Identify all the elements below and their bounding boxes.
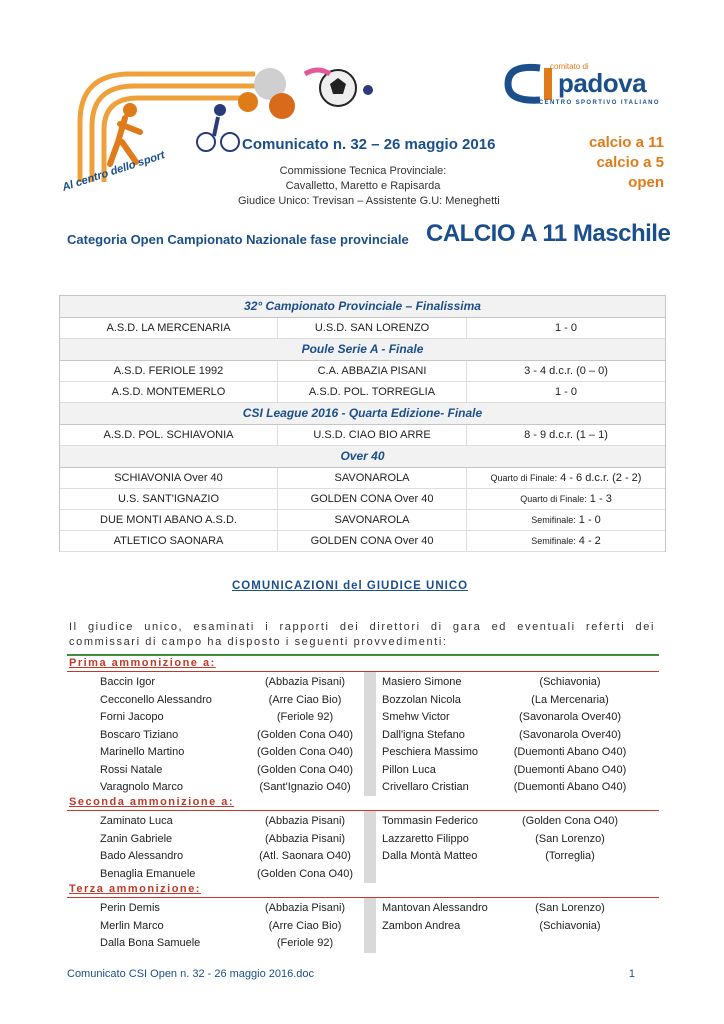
player-team: (Abbazia Pisani) — [264, 676, 346, 688]
section-rule — [67, 810, 659, 811]
player-name: Smehw Victor — [382, 711, 450, 723]
player-team: (Golden Cona O40) — [257, 746, 353, 758]
player-name: Zaminato Luca — [100, 815, 173, 827]
sport-item: calcio a 11 — [588, 134, 664, 151]
section-label: Prima ammonizione a: — [69, 657, 216, 669]
results-table — [59, 295, 666, 552]
section-label: Terza ammonizione: — [69, 883, 201, 895]
player-team: (Duemonti Abano O40) — [513, 781, 627, 793]
score — [467, 531, 665, 551]
score — [467, 510, 665, 530]
player-team: (Feriole 92) — [276, 711, 334, 723]
player-name: Baccin Igor — [100, 676, 156, 688]
player-team: (Golden Cona O40) — [522, 815, 618, 827]
player-name: Zambon Andrea — [382, 919, 461, 932]
player-name: Benaglia Emanuele — [100, 867, 196, 880]
stage-label: Quarto di Finale: — [520, 494, 587, 504]
player-name: Merlin Marco — [100, 919, 164, 932]
away-team: A.S.D. POL. TORREGLIA — [278, 382, 467, 402]
home-team: DUE MONTI ABANO A.S.D. — [60, 510, 278, 530]
away-team: GOLDEN CONA Over 40 — [278, 489, 467, 509]
player-team: (Arre Ciao Bio) — [268, 919, 342, 932]
player-team: (La Mercenaria) — [531, 693, 609, 706]
player-team: (Schiavonia) — [539, 919, 601, 932]
score-value: 1 - 0 — [554, 386, 577, 398]
player-name: Lazzaretto Filippo — [382, 832, 469, 845]
score-value: 4 - 2 — [578, 535, 601, 547]
sanction-row — [0, 918, 724, 935]
group-heading: CSI League 2016 - Quarta Edizione- Finale — [60, 403, 665, 425]
away-team: C.A. ABBAZIA PISANI — [278, 361, 467, 381]
player-name: Masiero Simone — [382, 676, 462, 688]
judge-section-title: COMUNICAZIONI del GIUDICE UNICO — [232, 580, 469, 592]
player-name: Forni Jacopo — [100, 711, 164, 723]
score — [467, 425, 665, 445]
sanction-row — [0, 692, 724, 709]
group-heading: 32° Campionato Provinciale – Finalissima — [60, 296, 665, 318]
player-team: (Golden Cona O40) — [257, 763, 353, 776]
player-name: Marinello Martino — [100, 746, 185, 758]
player-team: (Abbazia Pisani) — [264, 832, 346, 845]
player-name: Pillon Luca — [382, 763, 436, 776]
balls-illustration — [250, 62, 380, 122]
sanction-row — [0, 674, 724, 691]
table-row — [60, 468, 665, 489]
player-name: Peschiera Massimo — [382, 746, 478, 758]
table-row — [60, 361, 665, 382]
player-team: (Feriole 92) — [276, 937, 334, 949]
sanction-row — [0, 866, 724, 883]
player-team: (Golden Cona O40) — [257, 867, 353, 880]
divider — [67, 654, 659, 656]
player-team: (San Lorenzo) — [535, 832, 605, 845]
table-row — [60, 382, 665, 403]
sanction-row — [0, 727, 724, 744]
csi-name: padova — [558, 68, 647, 98]
player-name: Perin Demis — [100, 902, 160, 914]
sanction-row — [0, 744, 724, 761]
player-name: Mantovan Alessandro — [382, 902, 488, 914]
player-team: (Sant'Ignazio O40) — [259, 781, 351, 793]
section-label: Seconda ammonizione a: — [69, 796, 235, 808]
score — [467, 489, 665, 509]
table-row — [60, 425, 665, 446]
table-row — [60, 510, 665, 531]
communique-title: Comunicato n. 32 – 26 maggio 2016 — [242, 136, 496, 153]
logo-tagline: Al centro dello sport — [60, 149, 167, 194]
csi-sub: CENTRO SPORTIVO ITALIANO — [538, 100, 660, 106]
group-heading: Over 40 — [60, 446, 665, 468]
player-team: (Atl. Saonara O40) — [259, 850, 351, 862]
score-value: 1 - 0 — [578, 514, 601, 526]
player-team: (Abbazia Pisani) — [264, 902, 346, 914]
csi-small: comitato di — [550, 62, 589, 71]
player-team: (Schiavonia) — [539, 676, 601, 688]
score-value: 3 - 4 d.c.r. (0 – 0) — [524, 365, 608, 377]
page-number: 1 — [628, 968, 635, 980]
sanction-row — [0, 831, 724, 848]
player-name: Dalla Bona Samuele — [100, 937, 201, 949]
category-label: Categoria Open Campionato Nazionale fase provinciale — [67, 232, 409, 247]
score — [467, 382, 665, 402]
main-title: CALCIO A 11 Maschile — [426, 220, 671, 247]
player-name: Varagnolo Marco — [100, 781, 183, 793]
home-team: A.S.D. POL. SCHIAVONIA — [60, 425, 278, 445]
away-team: U.S.D. CIAO BIO ARRE — [278, 425, 467, 445]
table-row — [60, 489, 665, 510]
player-name: Zanin Gabriele — [100, 832, 173, 845]
player-name: Tommasin Federico — [382, 815, 478, 827]
footer-doc-name: Comunicato CSI Open n. 32 - 26 maggio 2016.doc — [67, 968, 315, 980]
sanction-row — [0, 762, 724, 779]
section-rule — [67, 897, 659, 898]
commission-line-2: Cavalletto, Maretto e Rapisarda — [285, 180, 441, 192]
player-name: Cecconello Alessandro — [100, 693, 212, 706]
sanction-row — [0, 848, 724, 865]
commission-line-1: Commissione Tecnica Provinciale: — [279, 165, 447, 177]
player-team: (Duemonti Abano O40) — [513, 746, 627, 758]
player-team: (San Lorenzo) — [535, 902, 605, 914]
sports-list — [589, 133, 664, 193]
stage-label: Quarto di Finale: — [490, 473, 558, 483]
player-name: Dalla Montà Matteo — [382, 850, 478, 862]
home-team: A.S.D. MONTEMERLO — [60, 382, 278, 402]
score — [467, 468, 665, 488]
page-footer — [67, 968, 635, 980]
csi-padova-logo — [500, 62, 660, 106]
home-team: SCHIAVONIA Over 40 — [60, 468, 278, 488]
score-value: 4 - 6 d.c.r. (2 - 2) — [560, 472, 642, 484]
table-row — [60, 531, 665, 552]
player-name: Bozzolan Nicola — [382, 693, 461, 706]
home-team: A.S.D. LA MERCENARIA — [60, 318, 278, 338]
stage-label: Semifinale: — [531, 515, 576, 525]
away-team: GOLDEN CONA Over 40 — [278, 531, 467, 551]
player-team: (Duemonti Abano O40) — [513, 763, 627, 776]
player-team: (Savonarola Over40) — [518, 711, 622, 723]
stage-label: Semifinale: — [531, 536, 576, 546]
home-team: ATLETICO SAONARA — [60, 531, 278, 551]
judge-intro: Il giudice unico, esaminati i rapporti dei direttori di gara ed eventuali referti dei commissari di campo ha disposto i seguenti provvedimenti: — [69, 621, 655, 648]
away-team: SAVONAROLA — [278, 468, 467, 488]
sport-item: open — [628, 174, 664, 191]
away-team: U.S.D. SAN LORENZO — [278, 318, 467, 338]
home-team: U.S. SANT'IGNAZIO — [60, 489, 278, 509]
player-name: Crivellaro Cristian — [382, 781, 469, 793]
score-value: 8 - 9 d.c.r. (1 – 1) — [524, 429, 608, 441]
player-name: Boscaro Tiziano — [100, 728, 179, 741]
sanction-row — [0, 779, 724, 796]
table-row — [60, 318, 665, 339]
player-name: Dall'igna Stefano — [382, 728, 465, 741]
sanction-row — [0, 813, 724, 830]
score — [467, 361, 665, 381]
player-name: Bado Alessandro — [100, 850, 184, 862]
commission-line-3: Giudice Unico: Trevisan – Assistente G.U: Meneghetti — [238, 195, 500, 207]
score-value: 1 - 3 — [589, 493, 612, 505]
home-team: A.S.D. FERIOLE 1992 — [60, 361, 278, 381]
section-rule — [67, 671, 659, 672]
away-team: SAVONAROLA — [278, 510, 467, 530]
player-team: (Arre Ciao Bio) — [268, 693, 342, 706]
sanction-row — [0, 900, 724, 917]
player-name: Rossi Natale — [100, 763, 163, 776]
sport-item: calcio a 5 — [596, 154, 664, 171]
score — [467, 318, 665, 338]
player-team: (Abbazia Pisani) — [264, 815, 346, 827]
player-team: (Savonarola Over40) — [518, 728, 622, 741]
sanction-row — [0, 709, 724, 726]
player-team: (Torreglia) — [545, 850, 595, 862]
score-value: 1 - 0 — [554, 322, 577, 334]
player-team: (Golden Cona O40) — [257, 728, 353, 741]
sanction-row — [0, 935, 724, 952]
group-heading: Poule Serie A - Finale — [60, 339, 665, 361]
